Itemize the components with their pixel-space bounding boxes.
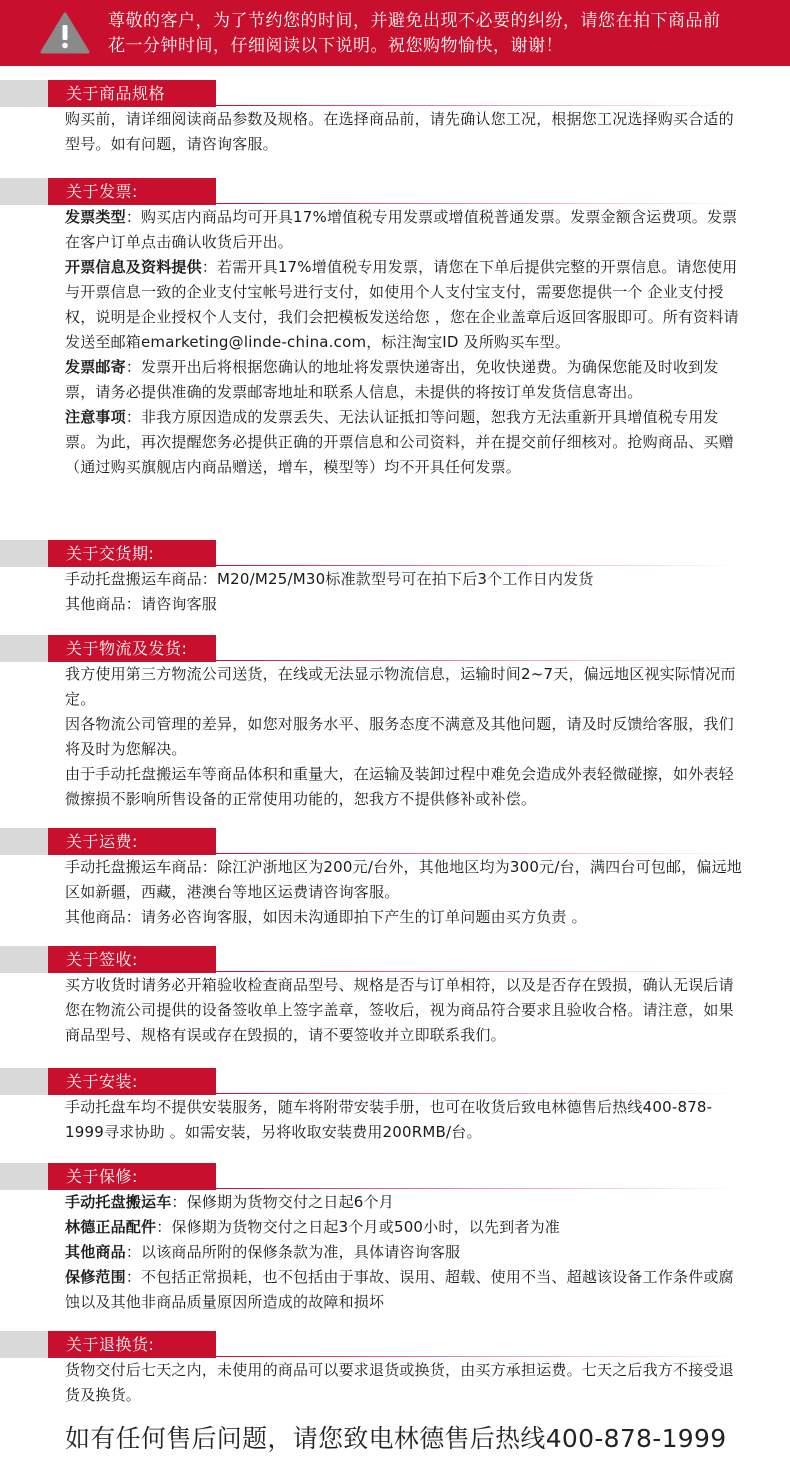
section-header: [0, 540, 790, 567]
header-gray-tab: [0, 1163, 48, 1190]
paragraph: [65, 355, 744, 405]
section-title: 关于安装:: [48, 1068, 216, 1095]
section-delivery-time: [0, 540, 790, 617]
section-body: [0, 1190, 790, 1315]
header-rule: [216, 565, 740, 566]
paragraph: 其他商品：请务必咨询客服，如因未沟通即拍下产生的订单问题由买方负责 。: [65, 908, 587, 926]
paragraph: 其他商品：请咨询客服: [65, 595, 218, 613]
section-product-spec: [0, 80, 790, 157]
header-gray-tab: [0, 178, 48, 205]
section-warranty: [0, 1163, 790, 1315]
paragraph: 我方使用第三方物流公司送货，在线或无法显示物流信息，运输时间2~7天，偏远地区视实际情况而定。: [65, 665, 736, 708]
section-header: [0, 635, 790, 662]
section-title: 关于退换货:: [48, 1331, 216, 1358]
paragraph-label: 注意事项: [65, 408, 126, 426]
paragraph-label: 开票信息及资料提供: [65, 258, 202, 276]
paragraph: [65, 205, 744, 255]
section-returns: [0, 1331, 790, 1408]
paragraph: [65, 405, 744, 480]
paragraph: 手动托盘搬运车商品：除江沪浙地区为200元/台外，其他地区均为300元/台，满四台可包邮，偏远地区如新疆，西藏，港澳台等地区运费请咨询客服。: [65, 858, 742, 901]
paragraph: 手动托盘搬运车商品：M20/M25/M30标准款型号可在拍下后3个工作日内发货: [65, 570, 594, 588]
header-rule: [216, 853, 740, 854]
paragraph-text: ：发票开出后将根据您确认的地址将发票快递寄出，免收快递费。为确保您能及时收到发票，请务必提供准确的发票邮寄地址和联系人信息，未提供的将按订单发货信息寄出。: [65, 358, 719, 401]
paragraph-text: ：不包括正常损耗，也不包括由于事故、误用、超载、使用不当、超越该设备工作条件或腐蚀以及其他非商品质量原因所造成的故障和损坏: [65, 1268, 734, 1311]
section-title: 关于保修:: [48, 1163, 216, 1190]
paragraph-label: 发票类型: [65, 208, 126, 226]
paragraph: [65, 1215, 744, 1240]
paragraph-label: 林德正品配件: [65, 1218, 157, 1236]
header-rule: [216, 1356, 740, 1357]
paragraph: 因各物流公司管理的差异，如您对服务水平、服务态度不满意及其他问题，请及时反馈给客服，我们将及时为您解决。: [65, 715, 734, 758]
section-body: [0, 662, 790, 812]
banner-line-2: 花一分钟时间，仔细阅读以下说明。祝您购物愉快，谢谢！: [108, 36, 563, 56]
paragraph: [65, 1240, 744, 1265]
header-rule: [216, 1188, 740, 1189]
paragraph-text: ：以该商品所附的保修条款为准，具体请咨询客服: [125, 1243, 461, 1261]
section-body: [0, 107, 790, 157]
header-gray-tab: [0, 1068, 48, 1095]
section-header: [0, 178, 790, 205]
section-body: [0, 567, 790, 617]
paragraph-label: 其他商品: [65, 1243, 126, 1261]
section-shipping-fee: [0, 828, 790, 930]
banner-text: [108, 9, 768, 59]
header-rule: [216, 1093, 740, 1094]
section-header: [0, 828, 790, 855]
section-invoice: [0, 178, 790, 480]
header-gray-tab: [0, 635, 48, 662]
header-gray-tab: [0, 946, 48, 973]
paragraph-text: ：保修期为货物交付之日起6个月: [171, 1193, 394, 1211]
paragraph: 手动托盘车均不提供安装服务，随车将附带安装手册，也可在收货后致电林德售后热线400-878-1999寻求协助 。如需安装，另将收取安装费用200RMB/台。: [65, 1098, 713, 1141]
section-title: 关于发票:: [48, 178, 216, 205]
section-body: [0, 1358, 790, 1408]
section-body: [0, 205, 790, 480]
paragraph-text: ：保修期为货物交付之日起3个月或500小时，以先到者为准: [156, 1218, 560, 1236]
section-body: [0, 973, 790, 1048]
banner-line-1: 尊敬的客户，为了节约您的时间，并避免出现不必要的纠纷，请您在拍下商品前: [108, 11, 721, 31]
paragraph: [65, 255, 744, 355]
section-header: [0, 1163, 790, 1190]
notice-banner: [0, 0, 790, 66]
section-title: 关于运费:: [48, 828, 216, 855]
section-title: 关于交货期:: [48, 540, 216, 567]
section-installation: [0, 1068, 790, 1145]
section-title: 关于签收:: [48, 946, 216, 973]
section-header: [0, 946, 790, 973]
header-gray-tab: [0, 540, 48, 567]
warning-icon: [40, 12, 90, 54]
paragraph-label: 手动托盘搬运车: [65, 1193, 172, 1211]
section-body: [0, 1095, 790, 1145]
header-gray-tab: [0, 80, 48, 107]
paragraph: 货物交付后七天之内，未使用的商品可以要求退货或换货，由买方承担运费。七天之后我方不接受退货及换货。: [65, 1361, 734, 1404]
section-header: [0, 1068, 790, 1095]
paragraph-label: 发票邮寄: [65, 358, 126, 376]
section-header: [0, 1331, 790, 1358]
section-title: 关于物流及发货:: [48, 635, 216, 662]
section-body: [0, 855, 790, 930]
paragraph: [65, 1265, 744, 1315]
section-signing: [0, 946, 790, 1048]
header-rule: [216, 105, 740, 106]
header-rule: [216, 203, 740, 204]
header-rule: [216, 660, 740, 661]
paragraph-text: ：非我方原因造成的发票丢失、无法认证抵扣等问题，恕我方无法重新开具增值税专用发票。为此，再次提醒您务必提供正确的开票信息和公司资料，并在提交前仔细核对。抢购商品、买赠（通过购买旗舰店内商品赠送，增车，模型等）均不开具任何发票。: [65, 408, 734, 476]
paragraph: 买方收货时请务必开箱验收检查商品型号、规格是否与订单相符，以及是否存在毁损，确认无误后请您在物流公司提供的设备签收单上签字盖章，签收后，视为商品符合要求且验收合格。请注意，如果商品型号、规格有误或存在毁损的，请不要签收并立即联系我们。: [65, 976, 734, 1044]
header-gray-tab: [0, 828, 48, 855]
paragraph-label: 保修范围: [65, 1268, 126, 1286]
section-logistics: [0, 635, 790, 812]
header-rule: [216, 971, 740, 972]
paragraph-text: ：购买店内商品均可开具17%增值税专用发票或增值税普通发票。发票金额含运费项。发票在客户订单点击确认收货后开出。: [65, 208, 738, 251]
section-title: 关于商品规格: [48, 80, 216, 107]
paragraph: 购买前，请详细阅读商品参数及规格。在选择商品前，请先确认您工况，根据您工况选择购买合适的型号。如有问题，请咨询客服。: [65, 110, 734, 153]
paragraph: 由于手动托盘搬运车等商品体积和重量大，在运输及装卸过程中难免会造成外表轻微碰擦，如外表轻微擦损不影响所售设备的正常使用功能的，恕我方不提供修补或补偿。: [65, 765, 734, 808]
hotline-footer: 如有任何售后问题，请您致电林德售后热线400-878-1999: [65, 1424, 727, 1453]
paragraph-text: ：若需开具17%增值税专用发票，请您在下单后提供完整的开票信息。请您使用与开票信息一致的企业支付宝帐号进行支付，如使用个人支付宝支付，需要您提供一个 企业支付授权，说明是企业授权个人支付，我们会把模板发送给您 ，您在企业盖章后返回客服即可。所有资料请发送至邮箱emarketing@linde-china.com，标注淘宝ID 及所购买车型。: [65, 258, 739, 351]
section-header: [0, 80, 790, 107]
header-gray-tab: [0, 1331, 48, 1358]
paragraph: [65, 1190, 744, 1215]
